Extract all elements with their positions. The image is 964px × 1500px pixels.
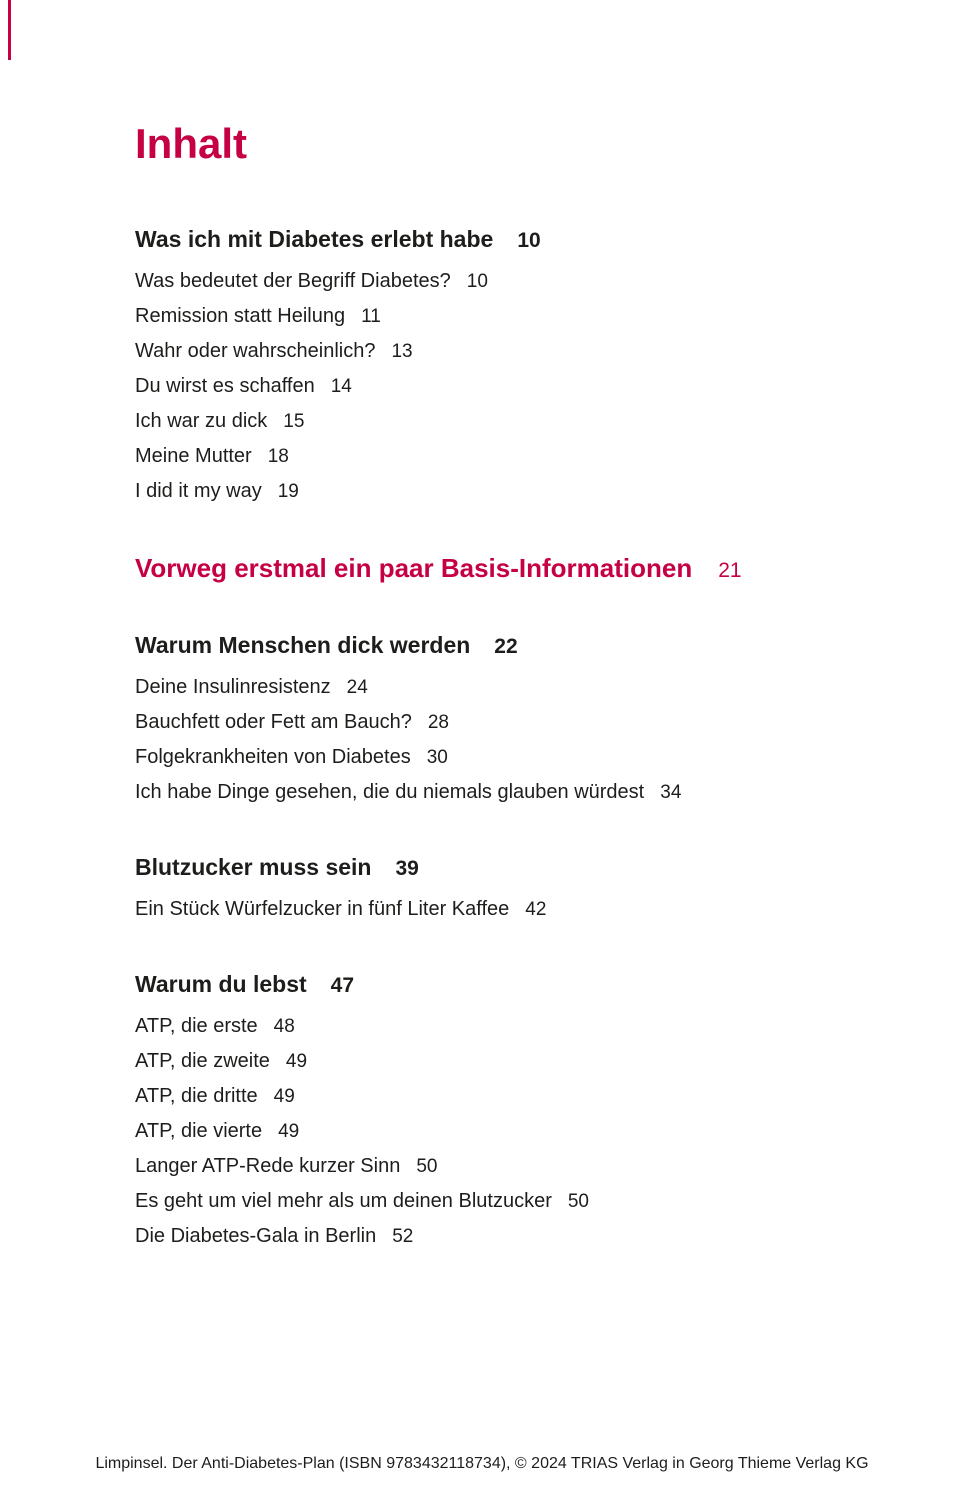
entry-page-number: 42: [525, 899, 547, 920]
toc-section: [135, 630, 884, 810]
entry-page-number: 49: [285, 1051, 308, 1072]
chapter-page-number: 47: [330, 974, 355, 997]
toc-entry: [135, 775, 884, 810]
red-corner-mark: [8, 0, 11, 60]
toc-entry: [135, 369, 884, 404]
toc-entry: [135, 1044, 884, 1079]
entry-title: Remission statt Heilung: [135, 305, 346, 327]
entry-title: Folgekrankheiten von Diabetes: [135, 746, 411, 768]
chapter-page-number: 10: [517, 229, 541, 252]
entry-title: ATP, die vierte: [135, 1120, 263, 1142]
entry-title: Die Diabetes-Gala in Berlin: [135, 1225, 377, 1247]
toc-entry: [135, 1219, 884, 1254]
imprint-footer: Limpinsel. Der Anti-Diabetes-Plan (ISBN 9783432118734), © 2024 TRIAS Verlag in Georg Thieme Verlag KG: [95, 1455, 869, 1472]
chapter-title: Blutzucker muss sein: [135, 854, 372, 880]
chapter-page-number: 22: [494, 635, 518, 658]
chapter-heading: [135, 852, 884, 884]
toc-entry: [135, 1114, 884, 1149]
toc-entry: [135, 1149, 884, 1184]
entry-page-number: 13: [391, 341, 413, 362]
entry-title: Was bedeutet der Begriff Diabetes?: [135, 270, 451, 292]
toc-entry: [135, 299, 884, 334]
toc-entry: [135, 740, 884, 775]
toc-entry: [135, 474, 884, 509]
part-title: Vorweg erstmal ein paar Basis-Informationen: [135, 553, 693, 583]
entry-page-number: 11: [361, 306, 381, 327]
toc-entry: [135, 404, 884, 439]
toc-entry: [135, 892, 884, 927]
toc-entry: [135, 1079, 884, 1114]
toc-entry: [135, 264, 884, 299]
page-title: Inhalt: [135, 120, 247, 167]
entry-page-number: 14: [330, 376, 352, 397]
chapter-page-number: 39: [395, 857, 419, 880]
entry-title: Deine Insulinresistenz: [135, 676, 331, 698]
toc-section: [135, 224, 884, 509]
part-heading: [135, 551, 884, 588]
chapter-heading: [135, 630, 884, 662]
entry-page-number: 49: [273, 1086, 295, 1107]
entry-title: Wahr oder wahrscheinlich?: [135, 340, 376, 362]
toc-entry: [135, 670, 884, 705]
entry-title: Es geht um viel mehr als um deinen Blutzucker: [135, 1190, 552, 1212]
entry-page-number: 30: [426, 747, 448, 768]
entry-title: ATP, die erste: [135, 1015, 258, 1037]
entry-page-number: 28: [427, 712, 449, 733]
entry-title: I did it my way: [135, 480, 262, 502]
entry-page-number: 50: [567, 1191, 589, 1212]
entry-title: ATP, die zweite: [135, 1050, 270, 1072]
entry-title: Meine Mutter: [135, 445, 252, 467]
part-page-number: 21: [718, 559, 742, 582]
toc-entry: [135, 705, 884, 740]
entry-page-number: 52: [392, 1226, 414, 1247]
entry-title: Du wirst es schaffen: [135, 375, 315, 397]
entry-title: ATP, die dritte: [135, 1085, 258, 1107]
entry-title: Bauchfett oder Fett am Bauch?: [135, 711, 412, 733]
entry-page-number: 15: [283, 411, 305, 432]
toc-section: [135, 852, 884, 927]
toc-entry: [135, 439, 884, 474]
chapter-title: Warum du lebst: [135, 971, 307, 997]
chapter-heading: [135, 224, 884, 256]
entry-page-number: 49: [278, 1121, 300, 1142]
entry-page-number: 50: [416, 1156, 438, 1177]
toc-section: [135, 969, 884, 1254]
entry-page-number: 48: [273, 1016, 295, 1037]
entry-title: Ich war zu dick: [135, 410, 268, 432]
entry-page-number: 24: [346, 677, 368, 698]
toc-entry: [135, 1009, 884, 1044]
entry-page-number: 18: [267, 446, 289, 467]
chapter-title: Warum Menschen dick werden: [135, 632, 471, 658]
chapter-heading: [135, 969, 884, 1001]
chapter-title: Was ich mit Diabetes erlebt habe: [135, 226, 494, 252]
entry-page-number: 19: [277, 481, 299, 502]
entry-page-number: 34: [660, 782, 682, 803]
toc-entry: [135, 1184, 884, 1219]
entry-title: Ein Stück Würfelzucker in fünf Liter Kaffee: [135, 898, 510, 920]
entry-title: Langer ATP-Rede kurzer Sinn: [135, 1155, 401, 1177]
entry-page-number: 10: [466, 271, 488, 292]
toc-entry: [135, 334, 884, 369]
entry-title: Ich habe Dinge gesehen, die du niemals glauben würdest: [135, 781, 645, 803]
